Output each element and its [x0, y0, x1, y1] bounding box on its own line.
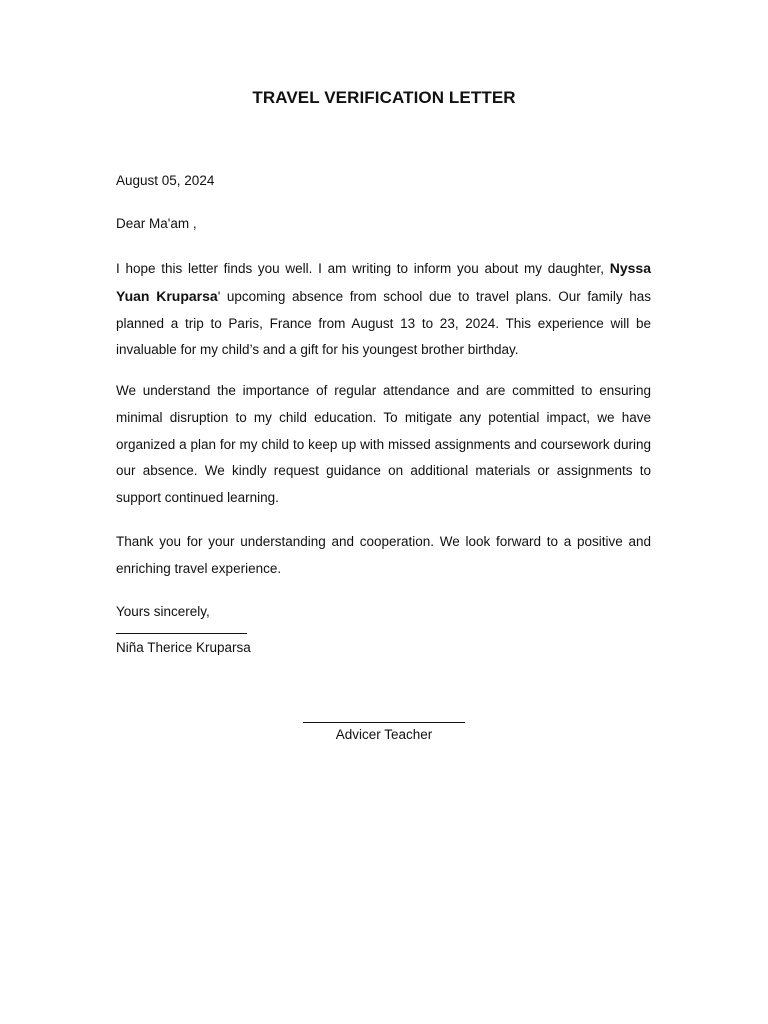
letter-title: TRAVEL VERIFICATION LETTER: [252, 88, 516, 107]
paragraph-thanks: Thank you for your understanding and cooperation. We look forward to a positive and enriching travel experience.: [116, 534, 651, 576]
letter-date: August 05, 2024: [116, 173, 215, 188]
parent-signature-line: [116, 617, 247, 634]
paragraph-attendance: We understand the importance of regular attendance and are committed to ensuring minimal disruption to my child education. To mitigate any potential impact, we have organized a plan for my child to keep up with missed assignments and coursework during our absence. We kindly request guidance on additional materials or assignments to support continued learning.: [116, 383, 651, 506]
advicer-label: Advicer Teacher: [335, 727, 433, 742]
parent-signature-block: [116, 617, 251, 657]
student-name: Nyssa Yuan Kruparsa: [116, 260, 651, 304]
paragraph-intro-text-end: ' upcoming absence from school due to travel plans. Our family has planned a trip to Paris, France from August 13 to 23, 2024. This experience will be invaluable for my child’s and a gift for his youngest brother birthday.: [116, 288, 651, 358]
closing: Yours sincerely,: [116, 604, 210, 619]
paragraph-intro-text-start: I hope this letter finds you well. I am writing to inform you about my daughter,: [116, 261, 610, 276]
paragraph-intro: [116, 255, 651, 364]
advicer-signature-block: [0, 706, 768, 742]
signer-name: Niña Therice Kruparsa: [116, 640, 251, 655]
advicer-signature-line: [303, 706, 465, 723]
salutation: Dear Ma'am ,: [116, 216, 197, 231]
